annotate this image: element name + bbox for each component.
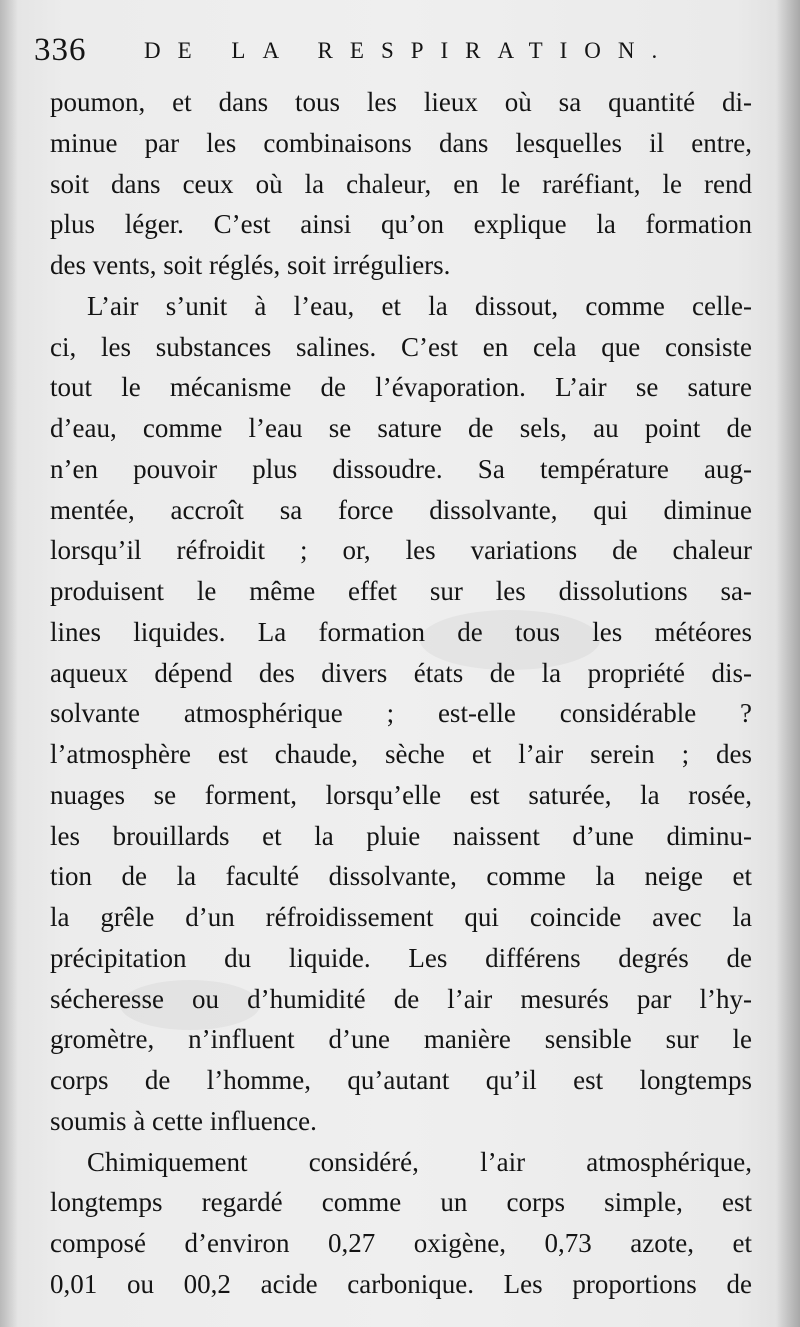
text-line: solvante atmosphérique ; est-elle considérable ?: [50, 698, 752, 729]
text-line: nuages se forment, lorsqu’elle est saturée, la rosée,: [50, 779, 752, 810]
text-line: lines liquides. La formation de tous les météores: [50, 616, 752, 647]
text-line: n’en pouvoir plus dissoudre. Sa température aug-: [50, 453, 752, 484]
paragraph-start-line: Chimiquement considéré, l’air atmosphérique,: [87, 1146, 752, 1177]
body-text: [50, 82, 752, 1305]
text-line: poumon, et dans tous les lieux où sa quantité di-: [50, 87, 752, 117]
text-line: corps de l’homme, qu’autant qu’il est longtemps: [50, 1065, 752, 1095]
text-line: composé d’environ 0,27 oxigène, 0,73 azote, et: [50, 1228, 752, 1258]
page-shadow-left: [0, 0, 18, 1327]
text-line: longtemps regardé comme un corps simple, est: [50, 1187, 752, 1218]
text-line: sécheresse ou d’humidité de l’air mesurés par l’hy-: [50, 983, 752, 1014]
running-title: DE LA RESPIRATION.: [144, 38, 675, 63]
page-header: [34, 30, 754, 70]
text-line: minue par les combinaisons dans lesquelles il entre,: [50, 127, 752, 158]
text-line: la grêle d’un réfroidissement qui coincide avec la: [50, 902, 752, 932]
text-line: lorsqu’il réfroidit ; or, les variations de chaleur: [50, 535, 752, 566]
text-line: l’atmosphère est chaude, sèche et l’air serein ; des: [50, 739, 752, 769]
text-line: ci, les substances salines. C’est en cela que consiste: [50, 331, 752, 362]
text-line: les brouillards et la pluie naissent d’une diminu-: [50, 820, 752, 851]
text-line: produisent le même effet sur les dissolutions sa-: [50, 576, 752, 606]
text-line: précipitation du liquide. Les différens degrés de: [50, 942, 752, 973]
text-line: soumis à cette influence.: [50, 1105, 317, 1136]
page-shadow-right: [776, 0, 800, 1327]
text-line: 0,01 ou 00,2 acide carbonique. Les proportions de: [50, 1268, 752, 1299]
text-line: tout le mécanisme de l’évaporation. L’air se sature: [50, 372, 752, 403]
text-line: des vents, soit réglés, soit irréguliers.: [50, 250, 451, 280]
paragraph-start-line: L’air s’unit à l’eau, et la dissout, comme celle-: [87, 290, 752, 321]
text-line: aqueux dépend des divers états de la propriété dis-: [50, 657, 752, 688]
text-line: tion de la faculté dissolvante, comme la neige et: [50, 861, 752, 892]
text-line: d’eau, comme l’eau se sature de sels, au point de: [50, 413, 752, 443]
text-line: gromètre, n’influent d’une manière sensible sur le: [50, 1024, 752, 1055]
text-line: plus léger. C’est ainsi qu’on explique la formation: [50, 209, 752, 240]
text-line: mentée, accroît sa force dissolvante, qui diminue: [50, 494, 752, 525]
text-line: soit dans ceux où la chaleur, en le raréfiant, le rend: [50, 168, 752, 199]
page-number: 336: [34, 32, 87, 68]
